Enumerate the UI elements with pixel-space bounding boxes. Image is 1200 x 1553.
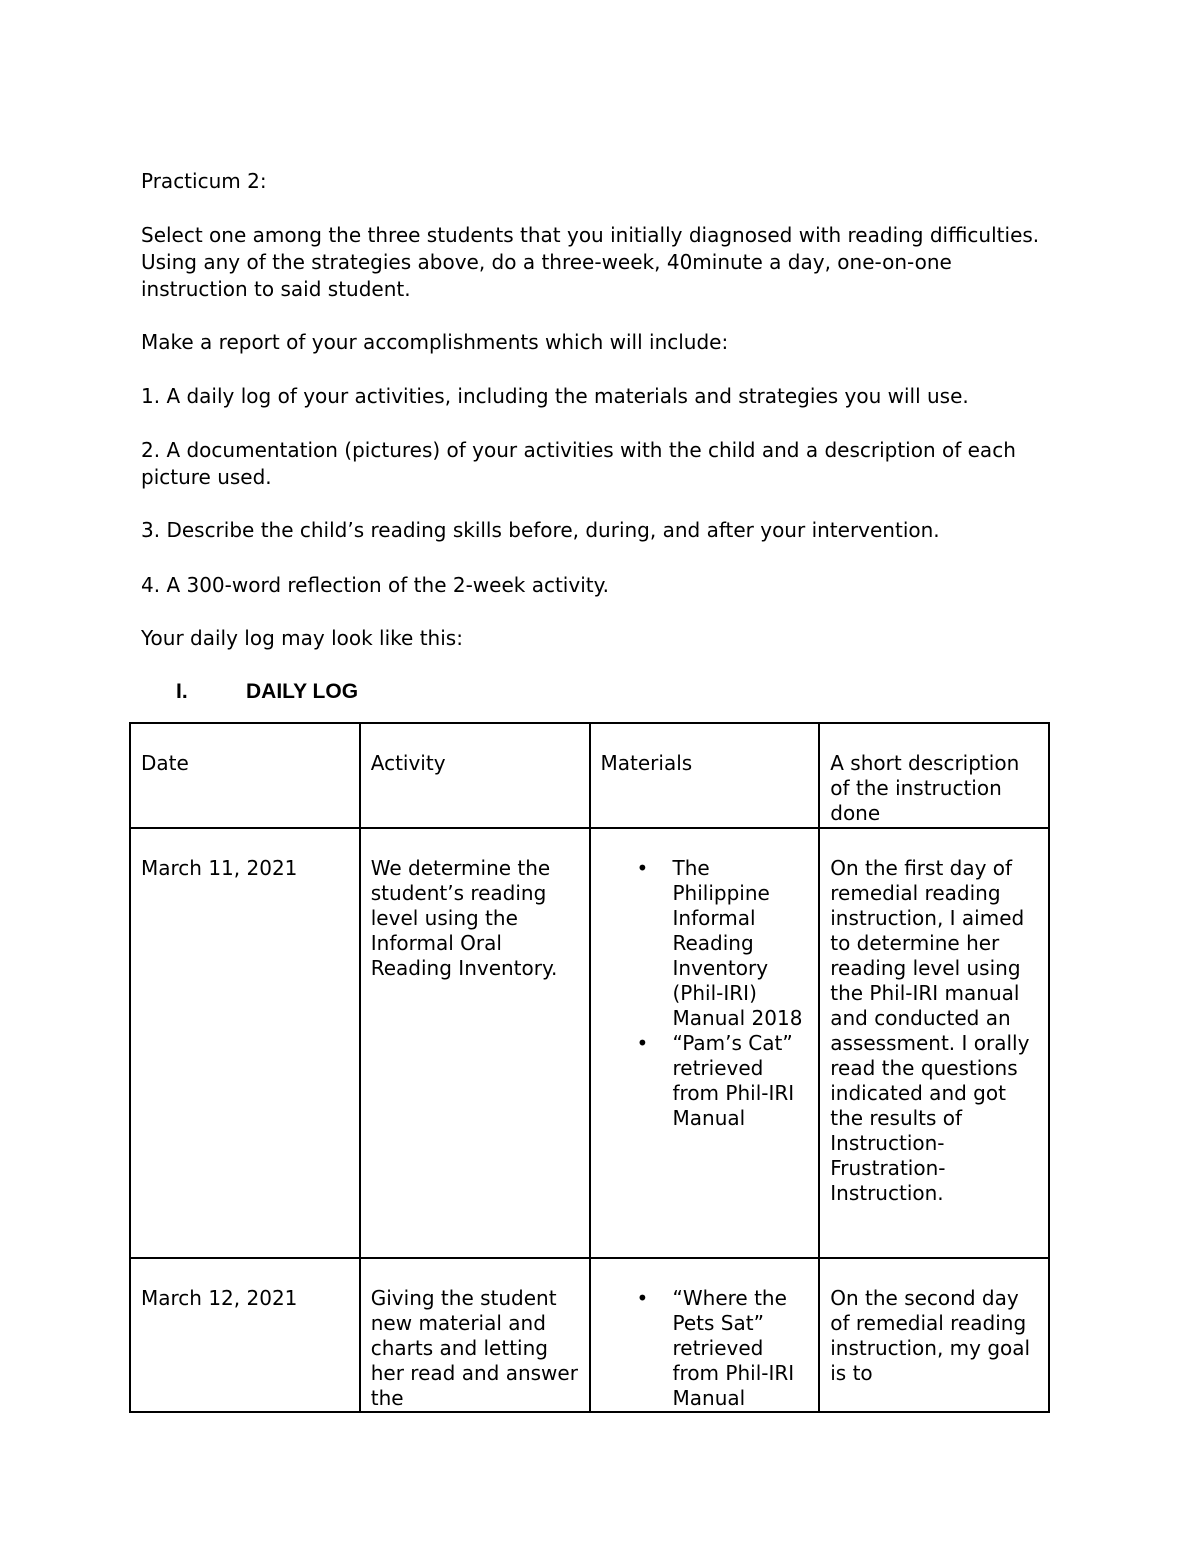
cell-materials bbox=[590, 828, 820, 1258]
cell-text: On the second day of remedial reading instruction, my goal is to bbox=[830, 1286, 1031, 1385]
section-number: I. bbox=[176, 680, 188, 703]
list-item: • “Pam’s Cat” retrieved from Phil-IRI Manual bbox=[673, 1031, 809, 1131]
header-description: A short description of the instruction done bbox=[819, 723, 1049, 828]
report-item-4: 4. A 300-word reflection of the 2-week activity. bbox=[141, 573, 609, 597]
cell-text: March 12, 2021 bbox=[141, 1286, 298, 1310]
report-item-3: 3. Describe the child’s reading skills before, during, and after your intervention. bbox=[141, 518, 940, 542]
list-item: • “Where the Pets Sat” retrieved from Phil-IRI Manual bbox=[673, 1286, 809, 1411]
cell-activity: We determine the student’s reading level using the Informal Oral Reading Inventory. bbox=[360, 828, 590, 1258]
cell-text bbox=[601, 1286, 809, 1411]
cell-activity bbox=[360, 1258, 590, 1412]
section-title: DAILY LOG bbox=[246, 680, 359, 703]
header-activity: Activity bbox=[360, 723, 590, 828]
materials-list bbox=[601, 856, 809, 1131]
log-intro: Your daily log may look like this: bbox=[141, 626, 463, 650]
section-heading bbox=[176, 678, 358, 706]
report-item-2: 2. A documentation (pictures) of your activities with the child and a description of each picture used. bbox=[141, 438, 1016, 489]
table-row bbox=[130, 828, 1049, 1258]
header-date: Date bbox=[130, 723, 360, 828]
cell-description: On the first day of remedial reading instruction, I aimed to determine her reading level using the Phil-IRI manual and conducted an assessment. I orally read the questions indicated and got the results of Instruction-Frustration-Instruction. bbox=[819, 828, 1049, 1258]
cell-description bbox=[819, 1258, 1049, 1412]
table-row bbox=[130, 1258, 1049, 1412]
header-materials: Materials bbox=[590, 723, 820, 828]
report-intro: Make a report of your accomplishments which will include: bbox=[141, 330, 729, 354]
cell-date bbox=[130, 1258, 360, 1412]
cell-text: Giving the student new material and charts and letting her read and answer the bbox=[370, 1286, 578, 1410]
daily-log-table bbox=[129, 722, 1050, 1413]
materials-list bbox=[601, 1286, 809, 1411]
instructions-paragraph: Select one among the three students that you initially diagnosed with reading difficulties. Using any of the strategies above, do a three-week, 40minute a day, one-on-one instruction to said student. bbox=[141, 223, 1040, 301]
cell-materials bbox=[590, 1258, 820, 1412]
list-item: • The Philippine Informal Reading Inventory (Phil-IRI) Manual 2018 bbox=[673, 856, 809, 1031]
table-header-row bbox=[130, 723, 1049, 828]
practicum-title: Practicum 2: bbox=[141, 169, 267, 193]
cell-date: March 11, 2021 bbox=[130, 828, 360, 1258]
report-item-1: 1. A daily log of your activities, including the materials and strategies you will use. bbox=[141, 384, 969, 408]
